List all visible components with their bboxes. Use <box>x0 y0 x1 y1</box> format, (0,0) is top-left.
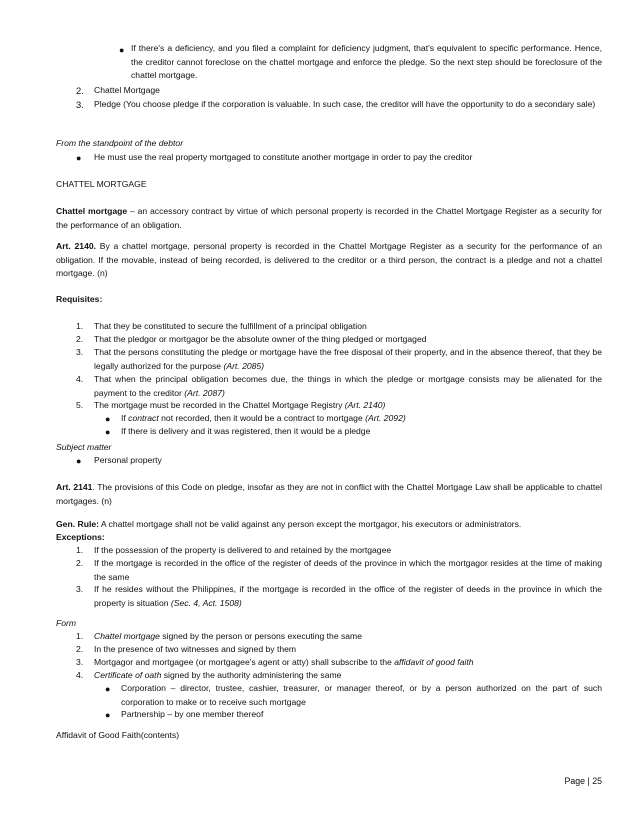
sub-citation: (Art. 2092) <box>365 413 406 423</box>
list-number: 4. <box>76 670 84 680</box>
form-item-italic: Chattel mortgage <box>94 631 160 641</box>
form-item-text: signed by the authority administering the same <box>161 670 342 680</box>
list-item-pledge: Pledge (You choose pledge if the corporation is valuable. In such case, the creditor will have the opportunity to do a secondary sale) <box>94 99 596 109</box>
page-number: Page | 25 <box>564 776 602 786</box>
form-item-italic: Certificate of oath <box>94 670 162 680</box>
list-number: 3. <box>76 99 84 110</box>
form-item <box>94 630 362 644</box>
exception-text: If he resides without the Philippines, if the mortgage is recorded in the office of the register of deeds in the province in which the property is situation <box>94 584 602 608</box>
section-title: CHATTEL MORTGAGE <box>56 179 147 189</box>
paragraph-deficiency: If there's a deficiency, and you filed a complaint for deficiency judgment, that's equivalent to specific performance. Hence, the creditor cannot foreclose on the chattel mortgage and enforce the pledge. So the next step should be foreclosure of the chattel mortgage. <box>131 43 602 81</box>
requisite-text: The mortgage must be recorded in the Chattel Mortgage Registry <box>94 400 345 410</box>
requisite-citation: (Art. 2140) <box>344 400 386 410</box>
bullet-icon: ● <box>76 456 82 466</box>
bullet-icon: ● <box>119 45 125 55</box>
requisite-citation: (Art. 2087) <box>184 387 225 398</box>
exceptions-heading: Exceptions: <box>56 532 105 542</box>
form-sub-item: Partnership – by one member thereof <box>121 709 264 719</box>
form-item <box>94 669 341 683</box>
requisite-citation: (Art. 2085) <box>223 360 265 371</box>
list-number: 5. <box>76 400 84 410</box>
requisite-text: That the persons constituting the pledge or mortgage have the free disposal of their property, and in the absence thereof, that they be legally authorized for the purpose <box>94 347 602 371</box>
form-item: In the presence of two witnesses and signed by them <box>94 644 297 654</box>
bullet-icon: ● <box>76 153 82 163</box>
form-item <box>94 656 474 670</box>
article-2140-label: Art. 2140. <box>56 241 97 251</box>
requisite-item <box>94 399 602 413</box>
form-heading: Form <box>56 618 77 628</box>
list-number: 1. <box>76 631 84 641</box>
form-item-text: Mortgagor and mortgagee (or mortgagee's agent or atty) shall subscribe to the <box>94 657 395 667</box>
requisite-item <box>94 373 602 400</box>
requisite-item: That they be constituted to secure the fulfillment of a principal obligation <box>94 321 367 331</box>
exception-citation: (Sec. 4, Act. 1508) <box>170 597 242 608</box>
definition-body: – an accessory contract by virtue of which personal property is recorded in the Chattel Mortgage Register as a security for the performance of an obligation. <box>56 206 602 230</box>
list-number: 3. <box>76 584 84 594</box>
list-number: 1. <box>76 321 84 331</box>
exception-item <box>94 583 602 610</box>
requisite-sub-item <box>121 412 601 426</box>
form-item-text: signed by the person or persons executing the same <box>159 631 362 641</box>
requisite-item <box>94 346 602 373</box>
sub-text-italic: contract <box>128 413 159 423</box>
list-number: 3. <box>76 657 84 667</box>
general-rule <box>56 518 602 532</box>
article-2141 <box>56 481 602 508</box>
exception-item: If the mortgage is recorded in the office of the register of deeds of the province in which the mortgagor resides at the time of making the same <box>94 558 602 582</box>
article-2141-body: . The provisions of this Code on pledge, insofar as they are not in conflict with the Chattel Mortgage Law shall be applicable to chattel mortgages. (n) <box>56 482 602 506</box>
affidavit-heading: Affidavit of Good Faith(contents) <box>56 730 180 740</box>
subject-matter-heading: Subject matter <box>56 442 112 452</box>
bullet-icon: ● <box>105 414 111 424</box>
definition-term: Chattel mortgage <box>56 206 128 216</box>
form-sub-item: Corporation – director, trustee, cashier, treasurer, or manager thereof, or by a person authorized on the part of such corporation to make or to receive such mortgage <box>121 683 602 707</box>
list-item-chattel-mortgage: Chattel Mortgage <box>94 85 160 95</box>
article-2141-label: Art. 2141 <box>56 482 93 492</box>
requisite-item: That the pledgor or mortgagor be the absolute owner of the thing pledged or mortgaged <box>94 334 427 344</box>
list-number: 3. <box>76 347 84 357</box>
form-item-italic: affidavit of good faith <box>394 657 474 667</box>
list-number: 2. <box>76 558 84 568</box>
requisite-sub-item: If there is delivery and it was registered, then it would be a pledge <box>121 426 371 436</box>
general-rule-label: Gen. Rule: <box>56 519 99 529</box>
requisite-text: That when the principal obligation becomes due, the things in which the pledge or mortgage consists may be alienated for the payment to the creditor <box>94 374 602 398</box>
exception-item: If the possession of the property is delivered to and retained by the mortgagee <box>94 545 392 555</box>
bullet-icon: ● <box>105 684 111 694</box>
bullet-icon: ● <box>105 710 111 720</box>
subject-matter-item: Personal property <box>94 455 162 465</box>
list-number: 2. <box>76 85 84 96</box>
list-number: 4. <box>76 374 84 384</box>
sub-text: If <box>121 413 129 423</box>
list-number: 2. <box>76 644 84 654</box>
chattel-mortgage-definition <box>56 205 602 232</box>
requisites-heading: Requisites: <box>56 294 103 304</box>
debtor-heading: From the standpoint of the debtor <box>56 138 184 148</box>
article-2140-body: By a chattel mortgage, personal property is recorded in the Chattel Mortgage Register as a security for the performance of an obligation. If the movable, instead of being recorded, is delivered to the creditor or a third person, the contract is a pledge and not a chattel mortgage. (n) <box>56 241 603 279</box>
sub-text: not recorded, then it would be a contract to mortgage <box>158 413 366 423</box>
article-2140 <box>56 240 602 281</box>
bullet-icon: ● <box>105 427 111 437</box>
general-rule-body: A chattel mortgage shall not be valid against any person except the mortgagor, his executors or administrators. <box>98 519 522 529</box>
debtor-bullet: He must use the real property mortgaged to constitute another mortgage in order to pay the creditor <box>94 152 473 162</box>
list-number: 2. <box>76 334 84 344</box>
list-number: 1. <box>76 545 84 555</box>
